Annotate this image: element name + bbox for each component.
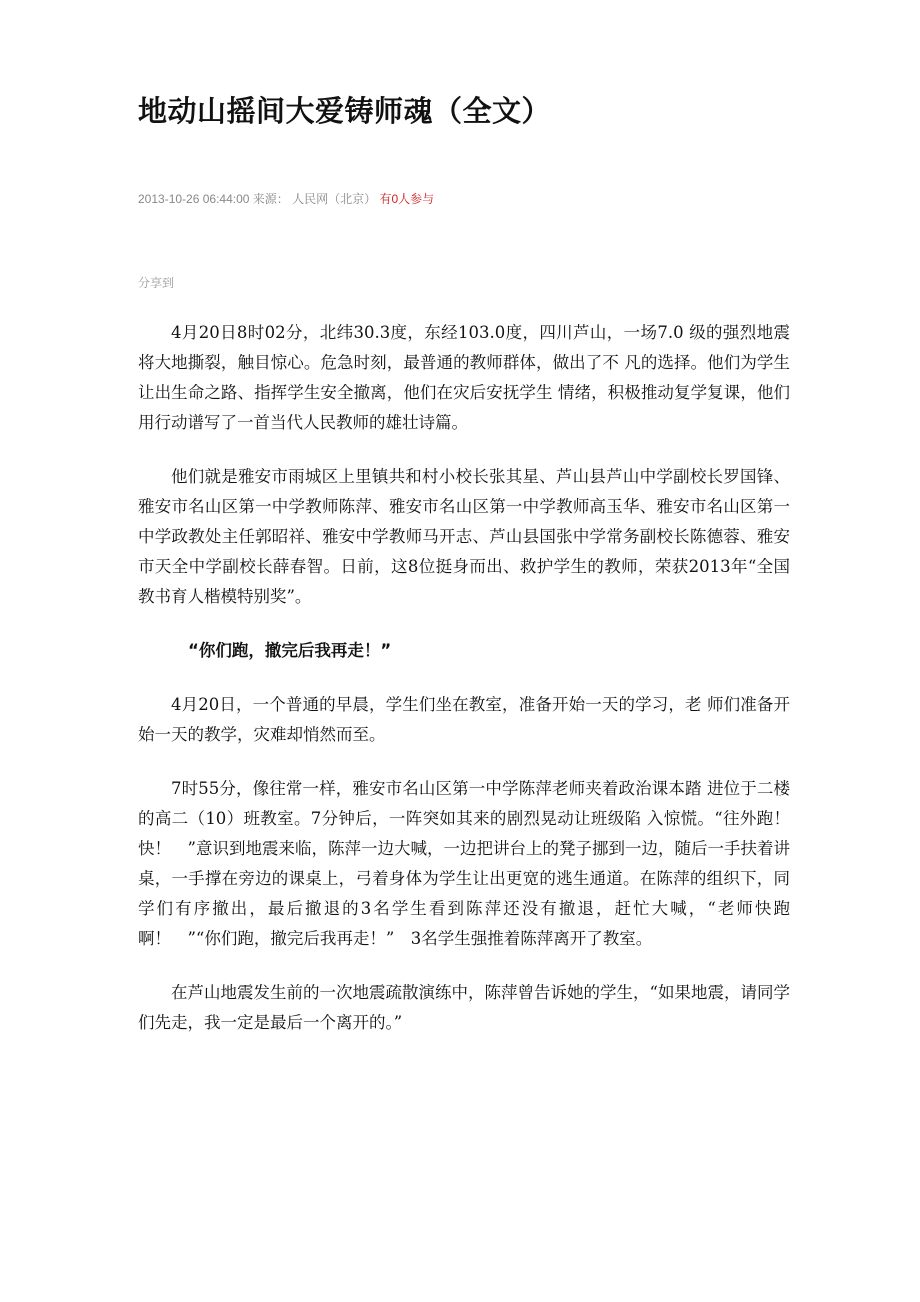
paragraph-teachers-list: 他们就是雅安市雨城区上里镇共和村小校长张其星、芦山县芦山中学副校长罗国锋、雅安市名山区第一中学教师陈萍、雅安市名山区第一中学教师高玉华、雅安市名山区第一中学政教处主任郭昭祥、雅安中学教师马开志、芦山县国张中学常务副校长陈德蓉、雅安市天全中学副校长薛春智。日前，这8位挺身而出、救护学生的教师，荣获2013年“全国教书育人楷模特别奖”。 <box>138 467 790 606</box>
publish-datetime: 2013-10-26 06:44:00 <box>138 192 250 206</box>
paragraph-evacuation: 7时55分，像往常一样，雅安市名山区第一中学陈萍老师夹着政治课本踏 进位于二楼的高二（10）班教室。7分钟后，一阵突如其来的剧烈晃动让班级陷 入惊慌。“往外跑！快！ ”意识到地震来临，陈萍一边大喊，一边把讲台上的凳子挪到一边，随后一手扶着讲桌，一手撑在旁边的课桌上，弓着身体为学生让出更宽的逃生通道。在陈萍的组织下，同学们有序撤出，最后撤退的3名学生看到陈萍还没有撤退，赶忙大喊，“老师快跑啊！ ”“你们跑，撤完后我再走！” 3名学生强推着陈萍离开了教室。 <box>138 779 790 948</box>
paragraph-morning: 4月20日，一个普通的早晨，学生们坐在教室，准备开始一天的学习，老 师们准备开始一天的教学，灾难却悄然而至。 <box>138 695 790 744</box>
paragraph-intro: 4月20日8时02分，北纬30.3度，东经103.0度，四川芦山，一场7.0 级的强烈地震将大地撕裂，触目惊心。危急时刻，最普通的教师群体，做出了不 凡的选择。他们为学生让出生命之路、指挥学生安全撤离，他们在灾后安抚学生 情绪，积极推动复学复课，他们用行动谱写了一首当代人民教师的雄壮诗篇。 <box>138 323 790 432</box>
paragraph-drill: 在芦山地震发生前的一次地震疏散演练中，陈萍曾告诉她的学生，“如果地震，请同学们先走，我一定是最后一个离开的。” <box>138 983 790 1032</box>
source-link[interactable]: 人民网（北京） <box>292 192 377 206</box>
section-subheading: “你们跑，撤完后我再走！” <box>188 641 392 660</box>
source-label: 来源： <box>252 192 289 206</box>
article-body <box>138 318 790 1062</box>
article-title: 地动山摇间大爱铸师魂（全文） <box>138 94 552 128</box>
article-meta <box>138 190 434 208</box>
participants-link[interactable]: 有0人参与 <box>379 192 435 206</box>
share-to-label[interactable]: 分享到 <box>138 276 175 290</box>
